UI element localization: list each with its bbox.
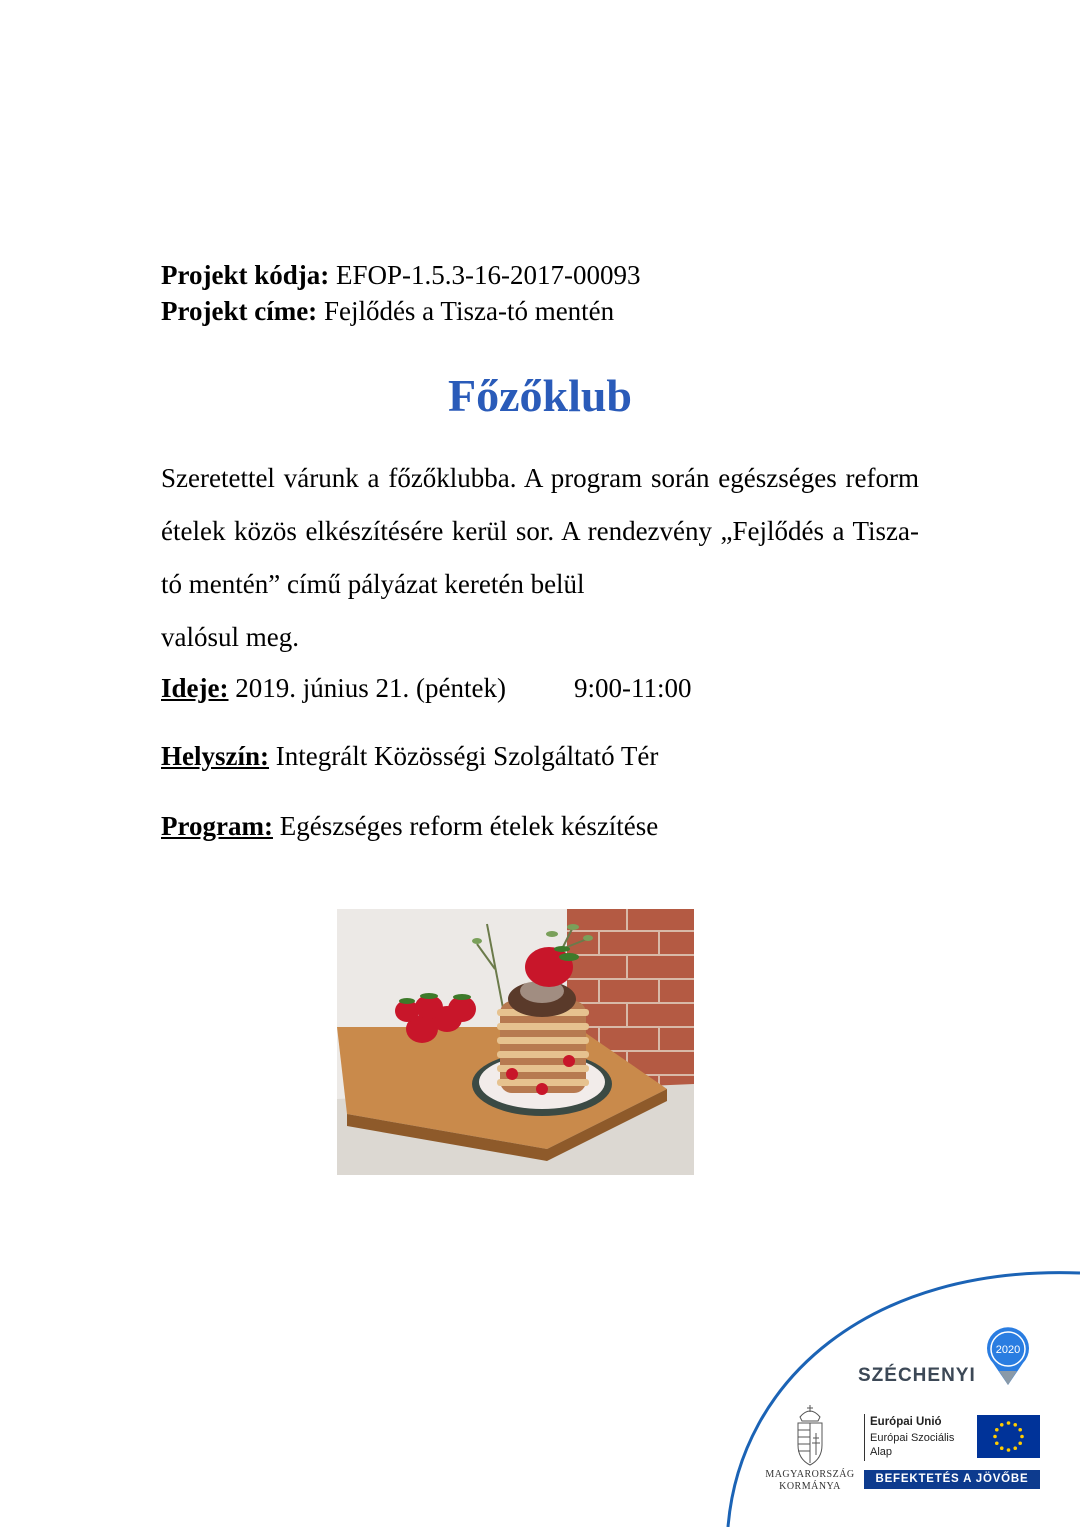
eu-separator <box>864 1414 865 1461</box>
pancake-stack-photo <box>337 909 694 1175</box>
project-code-value: EFOP-1.5.3-16-2017-00093 <box>336 260 641 290</box>
intro-paragraph <box>161 452 919 664</box>
eu-line-1: Európai Unió <box>870 1416 942 1428</box>
time-row <box>161 671 691 705</box>
program-row <box>161 809 658 843</box>
government-line-1: MAGYARORSZÁG <box>765 1469 855 1480</box>
event-date: 2019. június 21. (péntek) <box>235 673 506 703</box>
government-line-2: KORMÁNYA <box>779 1481 841 1492</box>
project-code-label: Projekt kódja: <box>161 260 330 290</box>
project-title-line <box>161 294 614 328</box>
event-place: Integrált Közösségi Szolgáltató Tér <box>275 741 659 771</box>
szechenyi-year: 2020 <box>995 1344 1021 1356</box>
intro-last-line: valósul meg. <box>161 622 299 652</box>
place-row <box>161 739 658 773</box>
szechenyi-pin-icon <box>985 1327 1031 1387</box>
hungarian-coat-of-arms-icon <box>790 1403 830 1467</box>
event-hours: 9:00-11:00 <box>573 673 692 703</box>
szechenyi-logo-text: SZÉCHENYI <box>858 1365 976 1386</box>
place-label: Helyszín: <box>161 741 269 771</box>
page-title: Főzőklub <box>447 370 633 421</box>
eu-line-2: Európai Szociális <box>870 1432 955 1444</box>
project-code-line <box>161 258 641 292</box>
intro-body: Szeretettel várunk a főzőklubba. A program során egészséges reform ételek közös elkészítésére kerül sor. A rendezvény „Fejlődés a Tisza- tó mentén” című pályázat keretén belül <box>161 463 919 599</box>
event-program: Egészséges reform ételek készítése <box>279 811 659 841</box>
eu-banner: BEFEKTETÉS A JÖVŐBE <box>864 1470 1040 1489</box>
project-title-value: Fejlődés a Tisza-tó mentén <box>323 296 615 326</box>
project-title-label: Projekt címe: <box>161 296 318 326</box>
program-label: Program: <box>161 811 273 841</box>
eu-line-3: Alap <box>870 1446 893 1458</box>
time-label: Ideje: <box>161 673 229 703</box>
eu-flag-icon <box>977 1415 1040 1458</box>
